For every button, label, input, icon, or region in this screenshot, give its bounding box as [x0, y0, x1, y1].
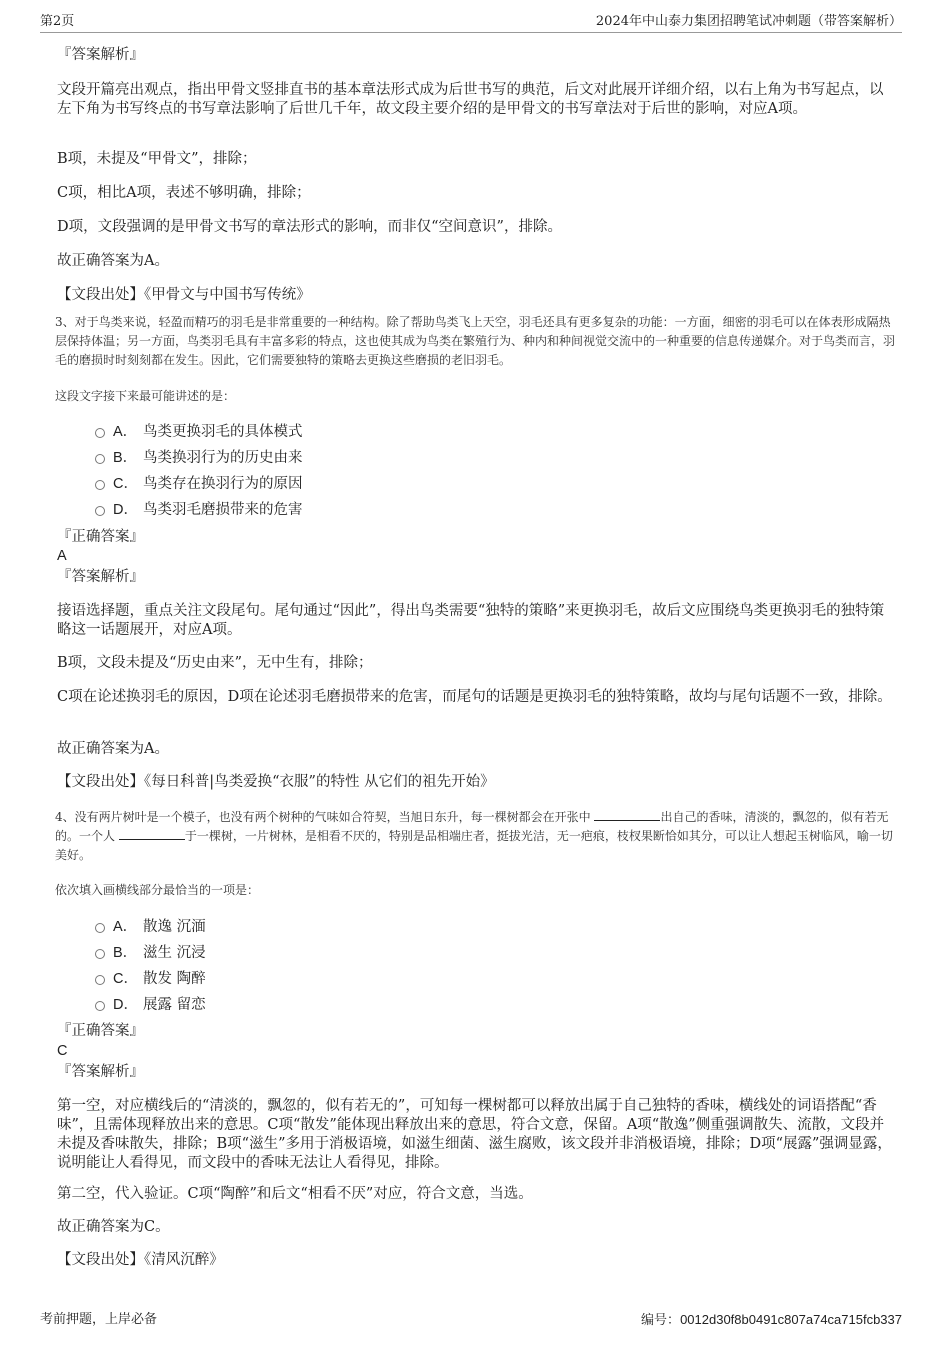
q3-option-b[interactable]: B． 鸟类换羽行为的历史由来	[95, 448, 303, 468]
radio-icon[interactable]	[95, 454, 105, 464]
q3-option-a[interactable]: A． 鸟类更换羽毛的具体模式	[95, 422, 303, 442]
q4-answer: C	[57, 1043, 68, 1059]
radio-icon[interactable]	[95, 480, 105, 490]
radio-icon[interactable]	[95, 975, 105, 985]
q3-analysis-p3: C项在论述换羽毛的原因，D项在论述羽毛磨损带来的危害，而尾句的话题是更换羽毛的独特策略，故均与尾句话题不一致，排除。	[57, 689, 892, 705]
q4-analysis-p1: 第一空，对应横线后的“清淡的，飘忽的，似有若无的”，可知每一棵树都可以释放出属于自己独特的香味，横线处的词语搭配“香味”，且需体现释放出来的意思。C项“散发”能体现出释放出来的意思，符合文意，保留。A项“散逸”侧重强调散失、流散，文段并未提及香味散失，排除；B项“滋生”多用于消极语境，如滋生细菌、滋生腐败，该文段并非消极语境，排除；D项“展露”强调显露，说明能让人看得见，而文段中的香味无法让人看得见，排除。	[57, 1098, 892, 1171]
q4-conclusion: 故正确答案为C。	[57, 1219, 170, 1235]
q2-source: 【文段出处】《甲骨文与中国书写传统》	[57, 287, 311, 303]
q3-option-d[interactable]: D． 鸟类羽毛磨损带来的危害	[95, 500, 303, 520]
radio-icon[interactable]	[95, 506, 105, 516]
q4-option-b[interactable]: B． 滋生 沉浸	[95, 943, 206, 963]
q4-source: 【文段出处】《清风沉醉》	[57, 1252, 224, 1268]
q3-source: 【文段出处】《每日科普|鸟类爱换“衣服”的特性 从它们的祖先开始》	[57, 774, 495, 790]
q2-analysis-p2: B项，未提及“甲骨文”，排除；	[57, 151, 257, 167]
q4-analysis-p2: 第二空，代入验证。C项“陶醉”和后文“相看不厌”对应，符合文意，当选。	[57, 1186, 533, 1202]
q3-analysis-label: 『答案解析』	[57, 569, 144, 585]
radio-icon[interactable]	[95, 428, 105, 438]
q2-analysis-p4: D项，文段强调的是甲骨文书写的章法形式的影响，而非仅“空间意识”，排除。	[57, 219, 562, 235]
q4-analysis-label: 『答案解析』	[57, 1064, 144, 1080]
q4-answer-label: 『正确答案』	[57, 1023, 144, 1039]
q3-conclusion: 故正确答案为A。	[57, 741, 169, 757]
q3-answer: A	[57, 548, 67, 564]
radio-icon[interactable]	[95, 923, 105, 933]
q4-option-d[interactable]: D． 展露 留恋	[95, 995, 206, 1015]
q3-analysis-p2: B项，文段未提及“历史由来”，无中生有，排除；	[57, 655, 373, 671]
q2-analysis-label: 『答案解析』	[57, 47, 144, 63]
document-title: 2024年中山泰力集团招聘笔试冲刺题（带答案解析）	[595, 14, 902, 29]
q2-analysis-p1: 文段开篇亮出观点，指出甲骨文竖排直书的基本章法形式成为后世书写的典范，后文对此展开详细介绍，以右上角为书写起点，以左下角为书写终点的书写章法影响了后世几千年，故文段主要介绍的是甲骨文的书写章法对于后世的影响，对应A项。	[57, 82, 884, 117]
radio-icon[interactable]	[95, 949, 105, 959]
page-number: 第2页	[40, 14, 75, 29]
q3-analysis-p1: 接语选择题，重点关注文段尾句。尾句通过“因此”，得出鸟类需要“独特的策略”来更换羽毛，故后文应围绕鸟类更换羽毛的独特策略这一话题展开，对应A项。	[57, 603, 885, 638]
document-id: 编号：0012d30f8b0491c807a74ca715fcb337	[641, 1312, 902, 1328]
page-header	[40, 12, 902, 33]
q4-prompt: 依次填入画横线部分最恰当的一项是：	[55, 883, 260, 897]
q3-prompt: 这段文字接下来最可能讲述的是：	[55, 389, 236, 403]
radio-icon[interactable]	[95, 1001, 105, 1011]
q4-stem: 4、没有两片树叶是一个模子，也没有两个树种的气味如合符契，当旭日东升，每一棵树都会在开张中 出自己的香味，清淡的，飘忽的，似有若无的。一个人 于一棵树，一片树林，是相看不厌的，特别是品相端庄者，挺拔光洁，无一疤痕，枝杈果断恰如其分，可以让人想起玉树临风，喻一切美好。	[55, 810, 893, 862]
q4-option-a[interactable]: A． 散逸 沉湎	[95, 917, 206, 937]
q3-answer-label: 『正确答案』	[57, 529, 144, 545]
footer-slogan: 考前押题，上岸必备	[40, 1312, 158, 1327]
fill-blank-2[interactable]	[119, 827, 185, 840]
q3-stem: 3、对于鸟类来说，轻盈而精巧的羽毛是非常重要的一种结构。除了帮助鸟类飞上天空，羽毛还具有更多复杂的功能：一方面，细密的羽毛可以在体表形成隔热层保持体温；另一方面，鸟类羽毛具有丰富多彩的特点，这也使其成为鸟类在繁殖行为、种内和种间视觉交流中的一种重要的信息传递媒介。对于鸟类而言，羽毛的磨损时时刻刻都在发生。因此，它们需要独特的策略去更换这些磨损的老旧羽毛。	[55, 315, 896, 367]
q2-conclusion: 故正确答案为A。	[57, 253, 169, 269]
fill-blank-1[interactable]	[594, 808, 660, 821]
q3-option-c[interactable]: C． 鸟类存在换羽行为的原因	[95, 474, 303, 494]
q2-analysis-p3: C项，相比A项，表述不够明确，排除；	[57, 185, 311, 201]
q4-option-c[interactable]: C． 散发 陶醉	[95, 969, 206, 989]
